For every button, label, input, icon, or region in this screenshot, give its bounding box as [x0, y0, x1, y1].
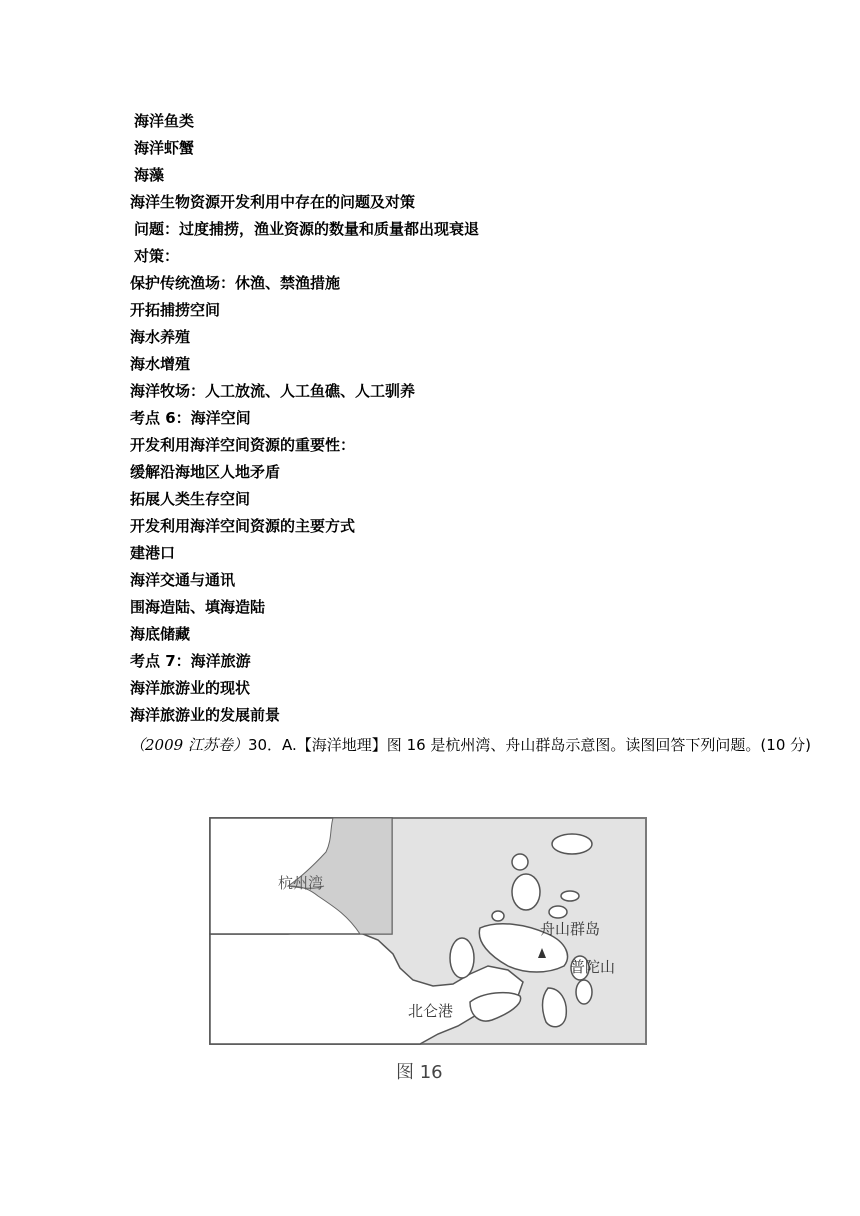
outline-line: 保护传统渔场：休渔、禁渔措施 — [130, 274, 341, 292]
island — [512, 854, 528, 870]
outline-line: 海水增殖 — [130, 355, 191, 373]
outline-line: 海洋交通与通讯 — [130, 571, 236, 589]
outline-list — [130, 110, 810, 731]
label-putuoshan: 普陀山 — [570, 958, 616, 976]
outline-line: 海底储藏 — [130, 625, 191, 643]
island — [512, 874, 540, 910]
outline-heading: 考点 7：海洋旅游 — [130, 652, 251, 670]
outline-line: 海洋牧场：人工放流、人工鱼礁、人工驯养 — [130, 382, 416, 400]
outline-heading: 考点 6：海洋空间 — [130, 409, 251, 427]
island — [492, 911, 504, 921]
outline-line: 海洋旅游业的现状 — [130, 679, 251, 697]
outline-line: 海洋虾蟹 — [134, 139, 195, 157]
question-source: （2009 江苏卷） — [130, 736, 248, 754]
outline-line: 问题：过度捕捞，渔业资源的数量和质量都出现衰退 — [134, 220, 480, 238]
outline-line: 对策： — [134, 247, 180, 265]
map-svg — [208, 816, 648, 1092]
label-zhoushan: 舟山群岛 — [540, 920, 601, 938]
label-hangzhou-bay: 杭州湾 — [278, 874, 324, 892]
outline-line: 建港口 — [130, 544, 176, 562]
outline-line: 海藻 — [134, 166, 165, 184]
island — [549, 906, 567, 918]
question-text: 30．A.【海洋地理】图 16 是杭州湾、舟山群岛示意图。读图回答下列问题。(10 分) — [247, 736, 811, 754]
label-beilun: 北仑港 — [408, 1002, 454, 1020]
island — [576, 980, 592, 1004]
outline-heading: 海洋生物资源开发利用中存在的问题及对策 — [130, 193, 416, 211]
outline-line: 围海造陆、填海造陆 — [130, 598, 266, 616]
outline-line: 海洋旅游业的发展前景 — [130, 706, 281, 724]
map-figure — [208, 816, 648, 1092]
outline-line: 海水养殖 — [130, 328, 191, 346]
island — [552, 834, 592, 854]
island — [450, 938, 474, 978]
figure-caption: 图 16 — [396, 1062, 443, 1083]
outline-line: 开发利用海洋空间资源的重要性： — [130, 436, 356, 454]
island — [561, 891, 579, 901]
outline-line: 海洋鱼类 — [134, 112, 195, 130]
exam-question — [130, 732, 820, 759]
outline-line: 开拓捕捞空间 — [130, 301, 221, 319]
outline-line: 开发利用海洋空间资源的主要方式 — [130, 517, 356, 535]
outline-line: 拓展人类生存空间 — [130, 490, 251, 508]
outline-line: 缓解沿海地区人地矛盾 — [130, 463, 281, 481]
